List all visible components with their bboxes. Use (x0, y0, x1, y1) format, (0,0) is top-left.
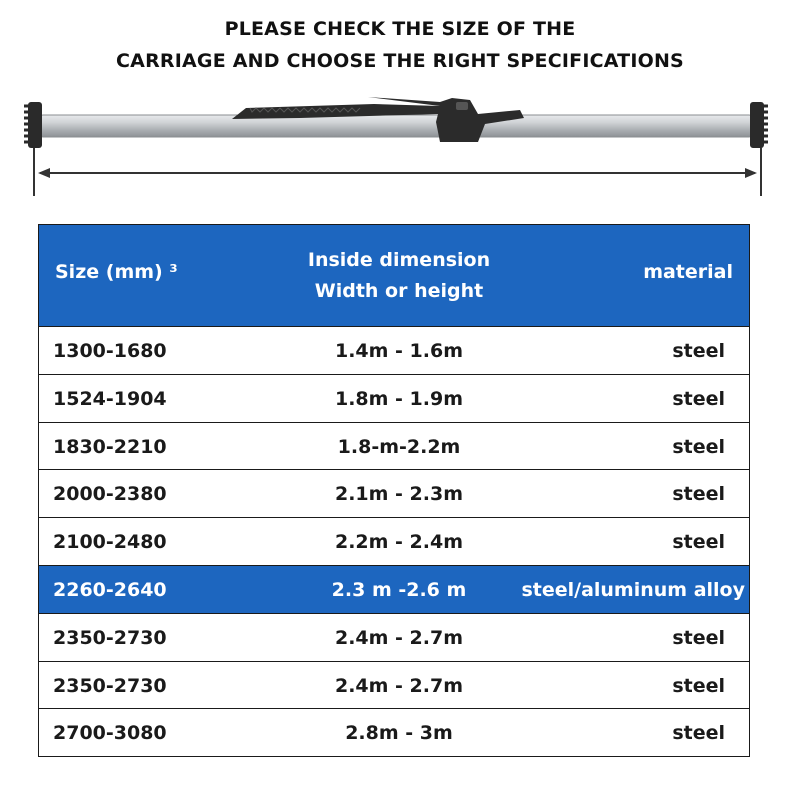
cell-size: 1524-1904 (53, 387, 167, 410)
header-dimension-line-2: Width or height (314, 280, 484, 302)
header-material: material (643, 261, 733, 283)
cell-size: 2260-2640 (53, 578, 167, 601)
table-row (39, 661, 749, 709)
cell-dimension: 1.8-m-2.2m (337, 435, 461, 458)
cell-material: steel (672, 387, 725, 410)
cell-dimension: 2.1m - 2.3m (334, 483, 464, 506)
table-row (39, 469, 749, 517)
table-header (39, 225, 749, 326)
cell-material: steel (672, 435, 725, 458)
cargo-bar-icon (24, 97, 768, 148)
specification-table (38, 224, 750, 757)
cell-dimension: 1.4m - 1.6m (334, 340, 464, 362)
cell-size: 2700-3080 (53, 722, 167, 745)
headline-line-1: PLEASE CHECK THE SIZE OF THE (224, 18, 576, 40)
cell-material: steel (672, 340, 725, 362)
table-row (39, 517, 749, 565)
cell-size: 1300-1680 (53, 340, 167, 362)
table-row (39, 374, 749, 422)
table-row (39, 708, 749, 756)
header-dimension-line-1: Inside dimension (307, 249, 491, 271)
cell-material: steel (672, 626, 725, 649)
table-row (39, 326, 749, 374)
width-arrow-icon (34, 148, 761, 196)
cell-size: 2100-2480 (53, 531, 167, 554)
cell-dimension: 2.3 m -2.6 m (331, 578, 467, 601)
cell-dimension: 2.4m - 2.7m (334, 674, 464, 697)
cell-material: steel (672, 674, 725, 697)
table-row (39, 565, 749, 613)
cell-dimension: 1.8m - 1.9m (334, 387, 464, 410)
header-size: Size (mm) ³ (55, 261, 178, 283)
cell-size: 2000-2380 (53, 483, 167, 506)
cell-material: steel (672, 531, 725, 554)
cell-size: 1830-2210 (53, 435, 167, 458)
cell-material: steel (672, 722, 725, 745)
cargo-bar-illustration (0, 88, 800, 200)
cell-material: steel/aluminum alloy (521, 578, 745, 601)
cell-dimension: 2.4m - 2.7m (334, 626, 464, 649)
cell-dimension: 2.8m - 3m (345, 722, 453, 745)
cell-size: 2350-2730 (53, 674, 167, 697)
table-row (39, 422, 749, 470)
cell-dimension: 2.2m - 2.4m (334, 531, 464, 554)
cell-size: 2350-2730 (53, 626, 167, 649)
cell-material: steel (672, 483, 725, 506)
table-row (39, 613, 749, 661)
headline-line-2: CARRIAGE AND CHOOSE THE RIGHT SPECIFICATIONS (116, 50, 684, 72)
